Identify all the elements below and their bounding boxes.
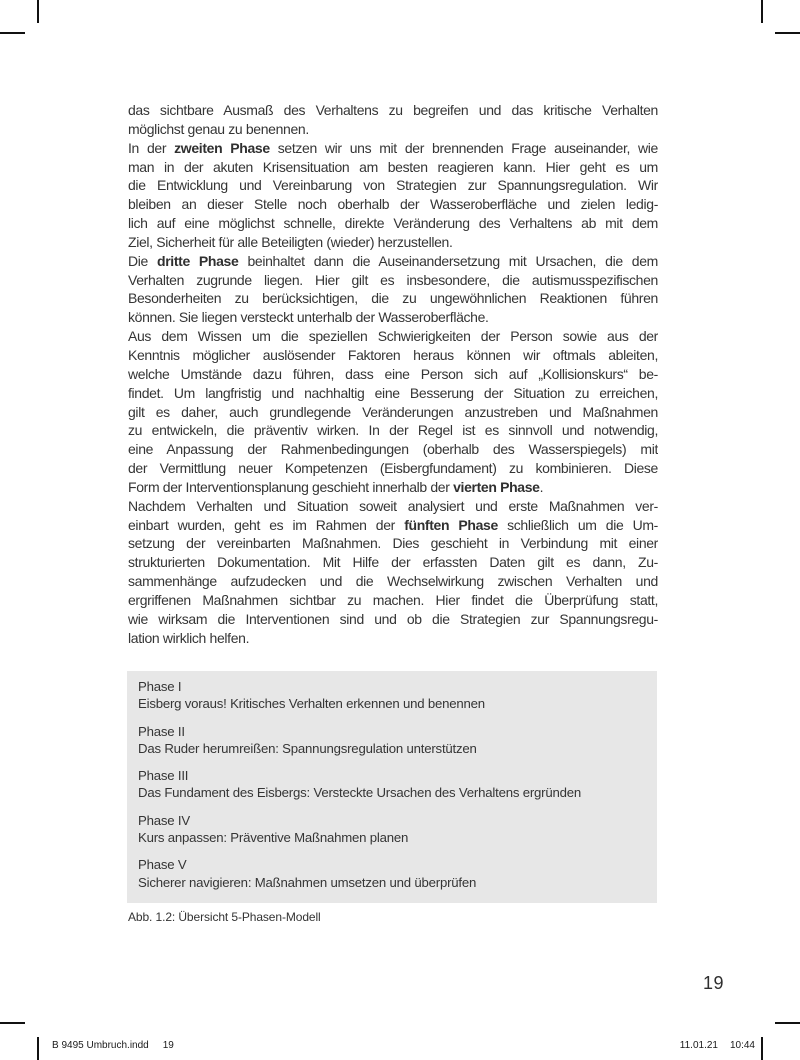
phase-label: Phase II bbox=[138, 723, 185, 739]
body-text-line bbox=[128, 440, 658, 459]
phase-label: Phase III bbox=[138, 768, 189, 784]
body-text-segment: einbart wurden, geht es im Rahmen der bbox=[128, 516, 405, 533]
body-text-segment: strukturierten Dokumentation. Mit Hilfe der erfassten Daten gilt es dann, Zu- bbox=[128, 554, 658, 571]
body-text-line bbox=[128, 346, 658, 365]
phase-item bbox=[138, 812, 646, 847]
phase-label: Phase V bbox=[138, 857, 187, 873]
body-text-line bbox=[128, 516, 658, 535]
body-text-line bbox=[128, 591, 658, 610]
body-text-segment: möglichst genau zu benennen. bbox=[128, 120, 309, 137]
body-text-segment: man in der akuten Krisensituation am besten reagieren kann. Hier geht es um bbox=[128, 158, 658, 175]
body-text-line bbox=[128, 629, 658, 648]
body-text-line bbox=[128, 289, 658, 308]
crop-mark-bottom-right-vertical bbox=[761, 1037, 763, 1060]
body-text-segment: zu entwickeln, die präventiv wirken. In der Regel ist es sinnvoll und notwendig, bbox=[128, 422, 658, 439]
body-text-segment: die Entwicklung und Vereinbarung von Strategien zur Spannungsregulation. Wir bbox=[128, 177, 658, 194]
body-text-segment: beinhaltet dann die Auseinandersetzung mit Ursachen, die dem bbox=[238, 252, 658, 269]
bold-phase-text: fünften Phase bbox=[404, 516, 498, 533]
body-text-line bbox=[128, 252, 658, 271]
body-text-segment: Ziel, Sicherheit für alle Beteiligten (wieder) herzustellen. bbox=[128, 233, 453, 250]
body-text-segment: In der bbox=[128, 139, 175, 156]
body-text-line bbox=[128, 195, 658, 214]
body-text-line bbox=[128, 176, 658, 195]
body-text-line bbox=[128, 497, 658, 516]
body-text-segment: schließlich um die Um- bbox=[497, 516, 658, 533]
crop-mark-bottom-left-vertical bbox=[37, 1037, 39, 1060]
body-text-line bbox=[128, 384, 658, 403]
body-text-line bbox=[128, 308, 658, 327]
body-text-line bbox=[128, 403, 658, 422]
body-text-segment: der Vermittlung neuer Kompetenzen (Eisbergfundament) zu kombinieren. Diese bbox=[128, 460, 658, 477]
crop-mark-top-left-vertical bbox=[37, 0, 39, 23]
phase-description: Sicherer navigieren: Maßnahmen umsetzen und überprüfen bbox=[138, 874, 477, 890]
body-text-segment: welche Umstände dazu führen, dass eine Person sich auf „Kollisionskurs“ be- bbox=[128, 365, 658, 382]
bold-phase-text: vierten Phase bbox=[453, 478, 540, 495]
crop-mark-top-right-vertical bbox=[761, 0, 763, 23]
body-text-segment: lation wirklich helfen. bbox=[128, 629, 250, 646]
body-text-segment: Verhalten zugrunde liegen. Hier gilt es insbesondere, die autismusspezifischen bbox=[128, 271, 658, 288]
body-text-segment: wie wirksam die Interventionen sind und ob die Strategien zur Spannungsregu- bbox=[128, 610, 658, 627]
body-text bbox=[128, 101, 658, 647]
footer-page-number: 19 bbox=[162, 1040, 174, 1051]
phase-label: Phase I bbox=[138, 679, 182, 694]
body-text-line bbox=[128, 365, 658, 384]
body-text-segment: findet. Um langfristig und nachhaltig eine Besserung der Situation zu erreichen, bbox=[128, 384, 658, 401]
body-text-segment: . bbox=[539, 478, 544, 495]
body-text-segment: setzung der vereinbarten Maßnahmen. Dies geschieht in Verbindung mit einer bbox=[128, 535, 658, 552]
body-text-segment: eine Anpassung der Rahmenbedingungen (oberhalb des Wasserspiegels) mit bbox=[128, 441, 658, 458]
crop-mark-bottom-left-horizontal bbox=[0, 1022, 25, 1024]
phase-description: Das Ruder herumreißen: Spannungsregulation unterstützen bbox=[138, 740, 477, 756]
bold-phase-text: dritte Phase bbox=[157, 252, 239, 269]
body-text-segment: ergriffenen Maßnahmen sichtbar zu machen. Hier findet die Überprüfung statt, bbox=[128, 591, 658, 608]
body-text-line bbox=[128, 534, 658, 553]
phase-description: Kurs anpassen: Präventive Maßnahmen planen bbox=[138, 830, 409, 846]
body-text-line bbox=[128, 327, 658, 346]
footer-slug bbox=[52, 1040, 174, 1051]
phase-description: Das Fundament des Eisbergs: Versteckte Ursachen des Verhaltens ergründen bbox=[138, 785, 582, 801]
body-text-segment: Besonderheiten zu berücksichtigen, die zu ungewöhnlichen Reaktionen führen bbox=[128, 290, 658, 307]
body-text-segment: Aus dem Wissen um die speziellen Schwierigkeiten der Person sowie aus der bbox=[128, 328, 658, 345]
crop-mark-top-left-horizontal bbox=[0, 32, 25, 34]
body-text-line bbox=[128, 158, 658, 177]
phase-item bbox=[138, 767, 646, 802]
phase-item bbox=[138, 678, 646, 713]
body-text-segment: setzen wir uns mit der brennenden Frage auseinander, wie bbox=[269, 139, 658, 156]
body-text-segment: können. Sie liegen versteckt unterhalb der Wasseroberfläche. bbox=[128, 309, 489, 326]
body-text-line bbox=[128, 478, 658, 497]
phase-description: Eisberg voraus! Kritisches Verhalten erkennen und benennen bbox=[138, 696, 485, 712]
footer-filename: B 9495 Umbruch.indd bbox=[52, 1040, 149, 1051]
bold-phase-text: zweiten Phase bbox=[174, 139, 270, 156]
body-text-line bbox=[128, 572, 658, 591]
footer-time: 10:44 bbox=[729, 1040, 755, 1051]
body-text-line bbox=[128, 610, 658, 629]
crop-mark-top-right-horizontal bbox=[775, 32, 800, 34]
body-text-segment: gilt es daher, auch grundlegende Veränderungen anzustreben und Maßnahmen bbox=[128, 403, 658, 420]
body-text-line bbox=[128, 553, 658, 572]
phase-overview-box bbox=[127, 671, 657, 903]
body-text-line bbox=[128, 459, 658, 478]
body-text-segment: bleiben an dieser Stelle noch oberhalb der Wasseroberfläche und zielen ledig- bbox=[128, 196, 658, 213]
figure-caption: Abb. 1.2: Übersicht 5-Phasen-Modell bbox=[128, 910, 321, 924]
footer-timestamp bbox=[680, 1040, 755, 1051]
phase-item bbox=[138, 723, 646, 758]
footer-date: 11.01.21 bbox=[679, 1040, 718, 1051]
body-text-segment: sammenhänge aufzudecken und die Wechselwirkung zwischen Verhalten und bbox=[128, 573, 658, 590]
phase-label: Phase IV bbox=[138, 812, 190, 828]
body-text-line bbox=[128, 101, 658, 120]
body-text-segment: Form der Interventionsplanung geschieht innerhalb der bbox=[128, 478, 454, 495]
phase-item bbox=[138, 856, 646, 891]
body-text-line bbox=[128, 233, 658, 252]
body-text-segment: das sichtbare Ausmaß des Verhaltens zu begreifen und das kritische Verhalten bbox=[128, 102, 658, 118]
body-text-line bbox=[128, 421, 658, 440]
body-text-segment: Die bbox=[128, 252, 157, 269]
page-number: 19 bbox=[702, 973, 724, 993]
body-text-line bbox=[128, 214, 658, 233]
body-text-line bbox=[128, 271, 658, 290]
body-text-segment: lich auf eine möglichst schnelle, direkte Veränderung des Verhaltens ab mit dem bbox=[128, 215, 658, 232]
crop-mark-bottom-right-horizontal bbox=[775, 1022, 800, 1024]
body-text-segment: Nachdem Verhalten und Situation soweit analysiert und erste Maßnahmen ver- bbox=[128, 497, 658, 514]
body-text-line bbox=[128, 120, 658, 139]
body-text-line bbox=[128, 139, 658, 158]
body-text-segment: Kenntnis möglicher auslösender Faktoren heraus können wir oftmals ableiten, bbox=[128, 346, 658, 363]
